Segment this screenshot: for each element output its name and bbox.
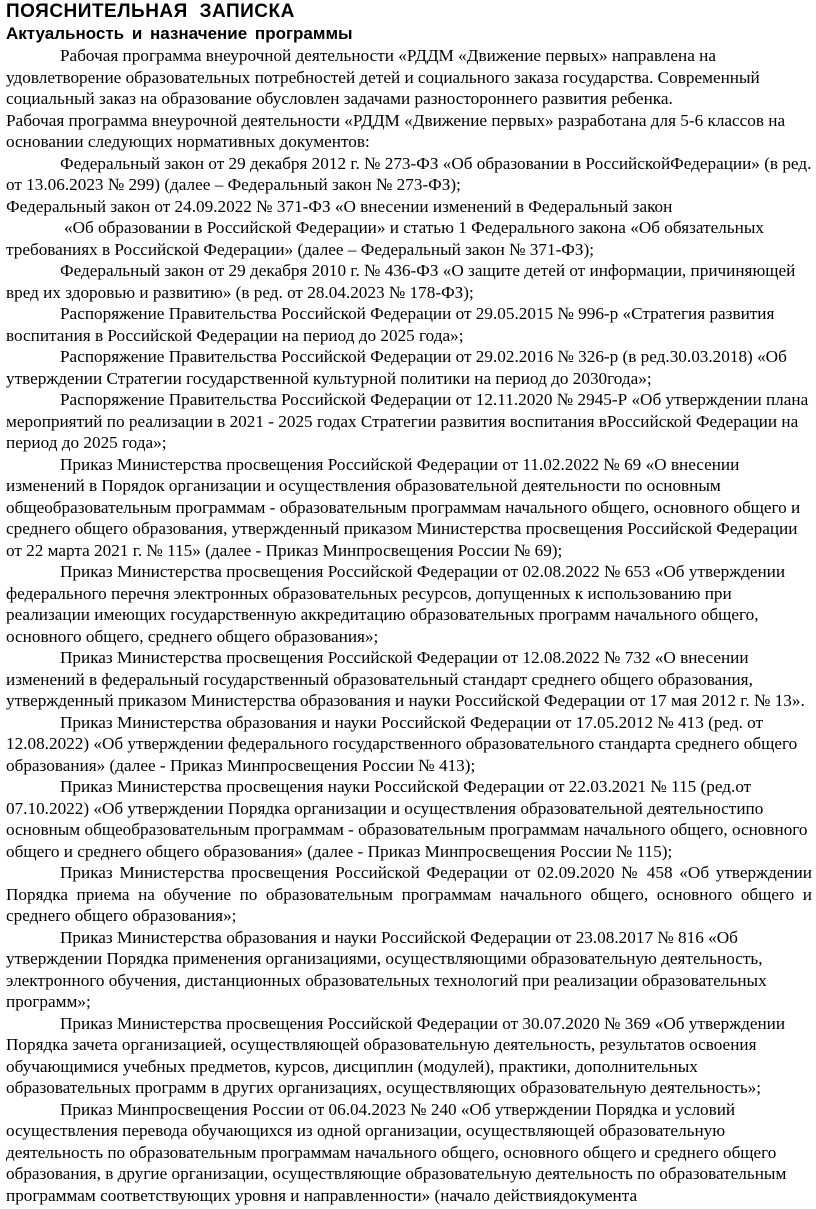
paragraph-law-436: Федеральный закон от 29 декабря 2010 г. № 436-ФЗ «О защите детей от информации, причиняющей вред их здоровью и развитию» (в ред. от 28.04.2023 № 178-ФЗ); bbox=[6, 261, 796, 302]
paragraph-purpose: Рабочая программа внеурочной деятельности «РДДМ «Движение первых» направлена на удовлетворение образовательных потребностей детей и социального заказа государства. Современный социальный заказ на образование обусловлен задачами разностороннего развития ребенка. bbox=[6, 46, 760, 108]
paragraph-order-69: Приказ Министерства просвещения Российской Федерации от 11.02.2022 № 69 «О внесении изменений в Порядок организации и осуществления образовательной деятельности по основным общеобразовательным программам - образовательным программам начального общего, основного общего и среднего общего образования, утвержденный приказом Министерства просвещения Российской Федерации от 22 марта 2021 г. № 115» (далее - Приказ Минпросвещения России № 69); bbox=[6, 454, 801, 560]
paragraph-order-240: Приказ Минпросвещения России от 06.04.2023 № 240 «Об утверждении Порядка и условий осуществления перевода обучающихся из одной организации, осуществляющей образовательную деятельность по образовательным программам начального общего, основного общего и среднего общего образования, в другие организации, осуществляющие образовательную деятельность по образовательным программам соответствующих уровня и направленности» (начало действиядокумента bbox=[6, 1099, 787, 1205]
paragraph-order-458: Приказ Министерства просвещения Российской Федерации от 02.09.2020 № 458 «Об утверждении Порядка приема на обучение по образовательным программам начального общего, основного общего и среднего общего образования»; bbox=[6, 863, 812, 925]
paragraph-order-115: Приказ Министерства просвещения науки Российской Федерации от 22.03.2021 № 115 (ред.от 07.10.2022) «Об утверждении Порядка организации и осуществления образовательной деятельностипо основным общеобразовательным программам - образовательным программам начального общего, основного общего и среднего общего образования» (далее - Приказ Минпросвещения России № 115); bbox=[6, 777, 808, 861]
paragraph-order-2945: Распоряжение Правительства Российской Федерации от 12.11.2020 № 2945-Р «Об утверждении плана мероприятий по реализации в 2021 - 2025 годах Стратегии развития воспитания вРоссийской Федерации на период до 2025 года»; bbox=[6, 390, 809, 452]
paragraph-order-732: Приказ Министерства просвещения Российской Федерации от 12.08.2022 № 732 «О внесении изменений в федеральный государственный образовательный стандарт среднего общего образования, утвержденный приказом Министерства образования и науки Российской Федерации от 17 мая 2012 г. № 13». bbox=[6, 648, 805, 710]
paragraph-order-816: Приказ Министерства образования и науки Российской Федерации от 23.08.2017 № 816 «Об утверждении Порядка применения организациями, осуществляющими образовательную деятельность, электронного обучения, дистанционных образовательных технологий при реализации образовательных программ»; bbox=[6, 927, 767, 1011]
paragraph-order-413: Приказ Министерства образования и науки Российской Федерации от 17.05.2012 № 413 (ред. от 12.08.2022) «Об утверждении федерального государственного образовательного стандарта среднего общего образования» (далее - Приказ Минпросвещения России № 413); bbox=[6, 712, 798, 775]
document-page bbox=[6, 0, 812, 1206]
paragraph-order-369: Приказ Министерства просвещения Российской Федерации от 30.07.2020 № 369 «Об утверждении Порядка зачета организацией, осуществляющей образовательную деятельность, результатов освоения обучающимися учебных предметов, курсов, дисциплин (модулей), практики, дополнительных образовательных программ в других организациях, осуществляющих образовательную деятельность»; bbox=[6, 1013, 786, 1097]
paragraph-basis: Рабочая программа внеурочной деятельности «РДДМ «Движение первых» разработана для 5-6 классов на основании следующих нормативных документов: bbox=[6, 110, 786, 151]
paragraph-order-653: Приказ Министерства просвещения Российской Федерации от 02.08.2022 № 653 «Об утверждении федерального перечня электронных образовательных ресурсов, допущенных к использованию при реализации имеющих государственную аккредитацию образовательных программ начального общего, основного общего, среднего общего образования»; bbox=[6, 562, 786, 646]
section-heading: Актуальность и назначение программы bbox=[6, 24, 353, 43]
paragraph-law-371-body: «Об образовании в Российской Федерации» и статью 1 Федерального закона «Об обязательных требованиях в Российской Федерации» (далее – Федеральный закон № 371-ФЗ); bbox=[6, 218, 764, 259]
paragraph-law-371-head: Федеральный закон от 24.09.2022 № 371-ФЗ «О внесении изменений в Федеральный закон bbox=[6, 196, 673, 216]
paragraph-law-273: Федеральный закон от 29 декабря 2012 г. № 273-ФЗ «Об образовании в РоссийскойФедерации» (в ред. от 13.06.2023 № 299) (далее – Федеральный закон № 273-ФЗ); bbox=[6, 153, 812, 194]
paragraph-order-326: Распоряжение Правительства Российской Федерации от 29.02.2016 № 326-р (в ред.30.03.2018) «Об утверждении Стратегии государственной культурной политики на период до 2030года»; bbox=[6, 347, 787, 388]
paragraph-order-996: Распоряжение Правительства Российской Федерации от 29.05.2015 № 996-р «Стратегия развития воспитания в Российской Федерации на период до 2025 года»; bbox=[6, 304, 775, 345]
page-title: ПОЯСНИТЕЛЬНАЯ ЗАПИСКА bbox=[6, 1, 295, 22]
